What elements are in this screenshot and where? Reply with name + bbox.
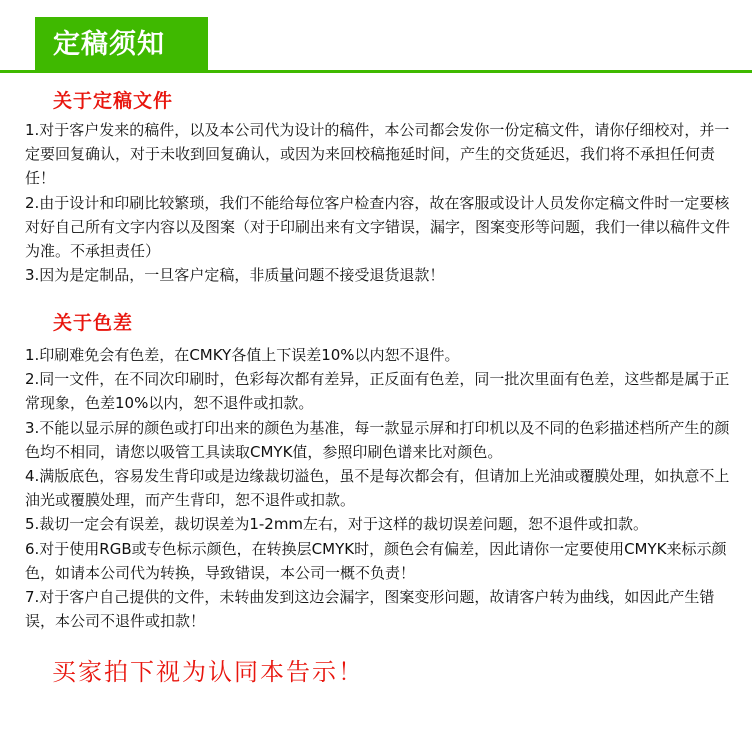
- section-title-final-draft: 关于定稿文件: [53, 90, 174, 112]
- purchase-notice: 买家拍下视为认同本告示！: [52, 658, 364, 686]
- list-item: 1.印刷难免会有色差，在CMKY各值上下误差10%以内恕不退件。: [25, 346, 460, 364]
- list-item: 3.因为是定制品，一旦客户定稿，非质量问题不接受退货退款！: [25, 266, 445, 285]
- list-item: 2.同一文件，在不同次印刷时，色彩每次都有差异，正反面有色差，同一批次里面有色差，这些都是属于正常现象，色差10%以内，恕不退件或扣款。: [25, 370, 730, 413]
- list-item: 3.不能以显示屏的颜色或打印出来的颜色为基准，每一款显示屏和打印机以及不同的色彩描述档所产生的颜色均不相同，请您以吸管工具读取CMYK值，参照印刷色谱来比对颜色。: [25, 418, 730, 461]
- section-body-final-draft: [25, 118, 737, 287]
- list-item: 5.裁切一定会有误差，裁切误差为1-2mm左右，对于这样的裁切误差问题，恕不退件或扣款。: [25, 515, 649, 534]
- header-bar: [0, 0, 752, 78]
- list-item: 1.对于客户发来的稿件，以及本公司代为设计的稿件，本公司都会发你一份定稿文件，请你仔细校对，并一定要回复确认，对于未收到回复确认，或因为来回校稿拖延时间，产生的交货延迟，我们将不承担任何责任！: [25, 121, 730, 188]
- page-title: 定稿须知: [35, 17, 208, 73]
- list-item: 7.对于客户自己提供的文件，未转曲发到这边会漏字，图案变形问题，故请客户转为曲线，如因此产生错误，本公司不退件或扣款！: [25, 588, 715, 631]
- list-item: 6.对于使用RGB或专色标示颜色，在转换层CMYK时，颜色会有偏差，因此请你一定要使用CMYK来标示颜色，如请本公司代为转换，导致错误，本公司一概不负责！: [25, 539, 727, 582]
- list-item: 2.由于设计和印刷比较繁琐，我们不能给每位客户检查内容，故在客服或设计人员发你定稿文件时一定要核对好自己所有文字内容以及图案（对于印刷出来有文字错误，漏字，图案变形等问题，我们一律以稿件文件为准。不承担责任）: [25, 193, 731, 261]
- list-item: 4.满版底色，容易发生背印或是边缘裁切溢色，虽不是每次都会有，但请加上光油或覆膜处理，如执意不上油光或覆膜处理，而产生背印，恕不退件或扣款。: [25, 467, 730, 510]
- section-body-color-difference: [25, 343, 737, 633]
- section-title-color-difference: 关于色差: [53, 312, 134, 334]
